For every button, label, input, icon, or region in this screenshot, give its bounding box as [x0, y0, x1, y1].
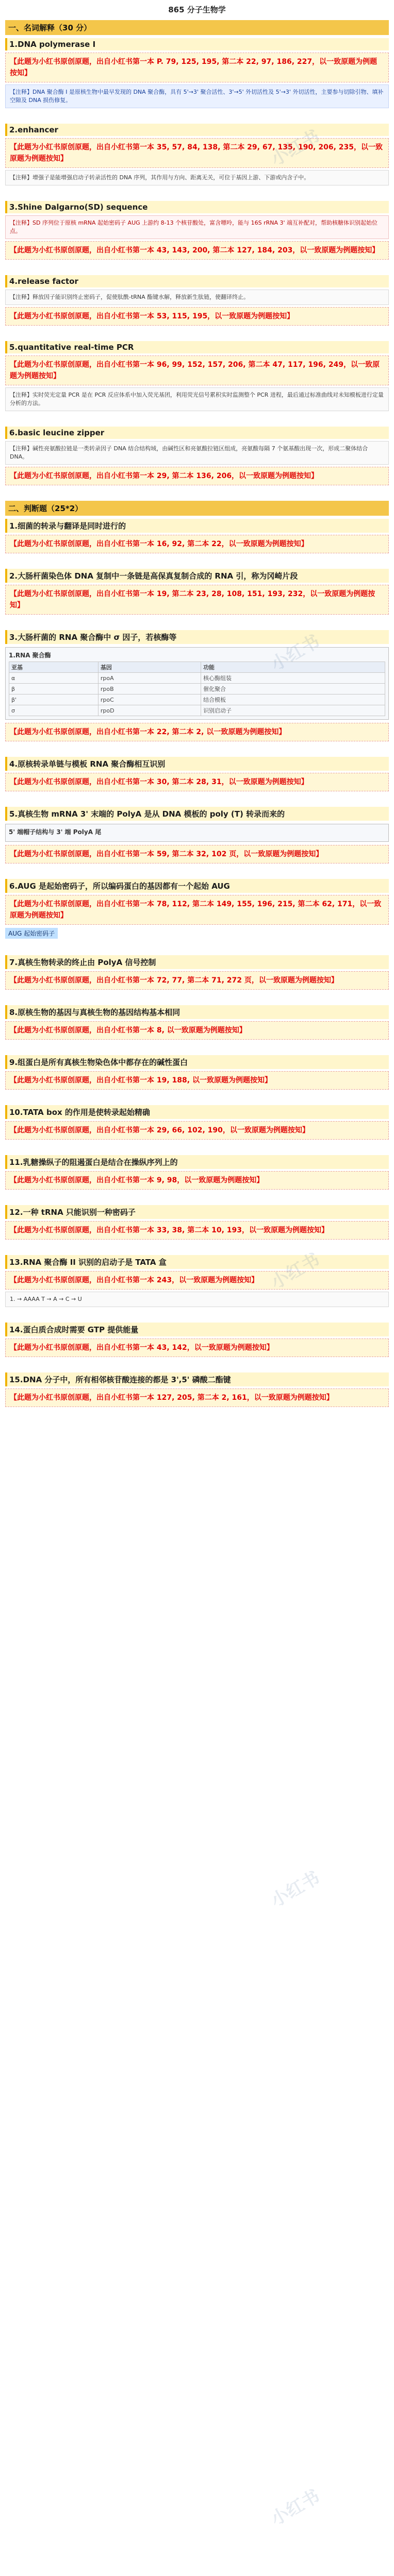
table-cell: rpoD [98, 705, 201, 716]
section-title-terms: 一、名词解释（30 分） [5, 20, 389, 35]
judge-reference: 【此题为小红书原创原题，出自小红书第一本 127, 205, 第二本 2, 161，以一致原题为例题按知】 [5, 1388, 389, 1407]
table-cell: α [9, 673, 98, 684]
document-title: 865 分子生物学 [168, 5, 226, 14]
figure-rna-polymerase [5, 647, 389, 720]
table-header: 亚基 [9, 662, 98, 673]
judge-reference: 【此题为小红书原创原题，出自小红书第一本 33, 38, 第二本 10, 193，以一致原题为例题按知】 [5, 1221, 389, 1240]
term-note: 【注释】DNA 聚合酶 I 是原核生物中最早发现的 DNA 聚合酶，具有 5'→3' 聚合活性、3'→5' 外切活性及 5'→3' 外切活性，主要参与切除引物、填补空隙及 DNA 损伤修复。 [5, 84, 389, 108]
figure-caption: 1.RNA 聚合酶 [9, 652, 51, 659]
judge-item [5, 1372, 389, 1407]
judge-title: 10.TATA box 的作用是使转录起始精确 [5, 1105, 389, 1119]
term-title: 2.enhancer [5, 124, 389, 136]
table-row [9, 705, 385, 716]
term-note: 【注释】SD 序列位于原核 mRNA 起始密码子 AUG 上游约 8-13 个核苷酸处，富含嘌呤，能与 16S rRNA 3' 端互补配对，帮助核糖体识别起始位点。 [5, 215, 389, 239]
start-codon-note: AUG 起始密码子 [5, 928, 58, 939]
table-cell: rpoA [98, 673, 201, 684]
table-cell: 催化聚合 [201, 684, 385, 694]
table-row [9, 684, 385, 694]
judge-item [5, 1155, 389, 1190]
term-note: 【注释】实时荧光定量 PCR 是在 PCR 反应体系中加入荧光基团，利用荧光信号累积实时监测整个 PCR 进程，最后通过标准曲线对未知模板进行定量分析的方法。 [5, 387, 389, 411]
document [5, 0, 389, 1433]
term-item [5, 38, 389, 108]
judge-item [5, 1105, 389, 1140]
term-title: 4.release factor [5, 275, 389, 287]
term-item [5, 124, 389, 185]
judge-title: 3.大肠杆菌的 RNA 聚合酶中 σ 因子，若核酶等 [5, 630, 389, 644]
judge-title: 2.大肠杆菌染色体 DNA 复制中一条链是高保真复制合成的 RNA 引，称为冈崎片段 [5, 569, 389, 583]
judge-title: 7.真核生物转录的终止由 PolyA 信号控制 [5, 955, 389, 969]
table-cell: 核心酶组装 [201, 673, 385, 684]
judge-item [5, 519, 389, 553]
table-cell: rpoC [98, 694, 201, 705]
judge-item [5, 807, 389, 863]
table-cell: 结合模板 [201, 694, 385, 705]
term-note: 【注释】碱性亮氨酸拉链是一类转录因子 DNA 结合结构域，由碱性区和亮氨酸拉链区组成，亮氨酸每隔 7 个氨基酸出现一次，形成二聚体结合 DNA。 [5, 441, 389, 465]
term-item [5, 275, 389, 326]
term-title: 3.Shine Dalgarno(SD) sequence [5, 201, 389, 213]
judge-reference: 【此题为小红书原创原题，出自小红书第一本 29, 66, 102, 190，以一致原题为例题按知】 [5, 1121, 389, 1140]
term-item [5, 341, 389, 411]
judge-item [5, 630, 389, 741]
codon-sequence-note: 1. → AAAA T → A → C → U [5, 1292, 389, 1307]
term-reference: 【此题为小红书原创原题，出自小红书第一本 P. 79, 125, 195, 第二本 22, 97, 186, 227，以一致原题为例题按知】 [5, 53, 389, 82]
figure-mrna-ends [5, 824, 389, 842]
judge-reference: 【此题为小红书原创原题，出自小红书第一本 243，以一致原题为例题按知】 [5, 1271, 389, 1290]
figure-caption: 5' 端帽子结构与 3' 端 PolyA 尾 [9, 828, 102, 836]
judge-reference: 【此题为小红书原创原题，出自小红书第一本 43, 142，以一致原题为例题按知】 [5, 1338, 389, 1357]
judge-title: 12.一种 tRNA 只能识别一种密码子 [5, 1205, 389, 1219]
judge-reference: 【此题为小红书原创原题，出自小红书第一本 59, 第二本 32, 102 页，以一致原题为例题按知】 [5, 845, 389, 863]
judge-reference: 【此题为小红书原创原题，出自小红书第一本 19, 188, 以一致原题为例题按知】 [5, 1071, 389, 1090]
table-row [9, 694, 385, 705]
term-item [5, 427, 389, 485]
judge-title: 1.细菌的转录与翻译是同时进行的 [5, 519, 389, 533]
judge-item [5, 1205, 389, 1240]
judge-reference: 【此题为小红书原创原题，出自小红书第一本 72, 77, 第二本 71, 272 页，以一致原题为例题按知】 [5, 971, 389, 990]
table-cell: 识别启动子 [201, 705, 385, 716]
table-header: 功能 [201, 662, 385, 673]
judge-item [5, 1005, 389, 1040]
term-item [5, 201, 389, 260]
term-title: 5.quantitative real-time PCR [5, 341, 389, 353]
table-header: 基因 [98, 662, 201, 673]
term-note: 【注释】增强子是能增强启动子转录活性的 DNA 序列，其作用与方向、距离无关，可位于基因上游、下游或内含子中。 [5, 170, 389, 185]
judge-reference: 【此题为小红书原创原题，出自小红书第一本 9, 98，以一致原题为例题按知】 [5, 1171, 389, 1190]
term-reference: 【此题为小红书原创原题，出自小红书第一本 43, 143, 200, 第二本 127, 184, 203，以一致原题为例题按知】 [5, 241, 389, 260]
section-title-judge: 二、判断题（25*2） [5, 501, 389, 516]
judge-reference: 【此题为小红书原创原题，出自小红书第一本 22, 第二本 2, 以一致原题为例题按知】 [5, 723, 389, 741]
term-reference: 【此题为小红书原创原题，出自小红书第一本 53, 115, 195，以一致原题为例题按知】 [5, 307, 389, 326]
judge-title: 8.原核生物的基因与真核生物的基因结构基本相同 [5, 1005, 389, 1019]
judge-reference: 【此题为小红书原创原题，出自小红书第一本 16, 92, 第二本 22，以一致原题为例题按知】 [5, 535, 389, 553]
judge-title: 11.乳糖操纵子的阻遏蛋白是结合在操纵序列上的 [5, 1155, 389, 1169]
table-cell: rpoB [98, 684, 201, 694]
term-reference: 【此题为小红书原创原题，出自小红书第一本 29, 第二本 136, 206，以一致原题为例题按知】 [5, 467, 389, 485]
judge-item [5, 757, 389, 791]
judge-title: 9.组蛋白是所有真核生物染色体中都存在的碱性蛋白 [5, 1055, 389, 1069]
judge-title: 13.RNA 聚合酶 II 识别的启动子是 TATA 盒 [5, 1255, 389, 1269]
judge-item [5, 1255, 389, 1307]
judge-title: 14.蛋白质合成时需要 GTP 提供能量 [5, 1323, 389, 1336]
watermark-layer: 小红书 小红书 [267, 1867, 323, 2530]
judge-title: 5.真核生物 mRNA 3' 末端的 PolyA 是从 DNA 模板的 poly (T) 转录而来的 [5, 807, 389, 821]
table-row [9, 673, 385, 684]
term-note: 【注释】释放因子能识别终止密码子，促使肽酰-tRNA 酯键水解，释放新生肽链，使翻译终止。 [5, 290, 389, 305]
judge-reference: 【此题为小红书原创原题，出自小红书第一本 30, 第二本 28, 31，以一致原题为例题按知】 [5, 773, 389, 791]
term-title: 1.DNA polymerase Ⅰ [5, 38, 389, 50]
judge-item [5, 879, 389, 940]
judge-title: 15.DNA 分子中，所有相邻核苷酸连接的都是 3',5' 磷酸二酯键 [5, 1372, 389, 1386]
judge-title: 4.原核转录单链与模板 RNA 聚合酶相互识别 [5, 757, 389, 771]
judge-item [5, 1055, 389, 1090]
table-cell: β [9, 684, 98, 694]
term-reference: 【此题为小红书原创原题，出自小红书第一本 35, 57, 84, 138, 第二本 29, 67, 135, 190, 206, 235，以一致原题为例题按知】 [5, 138, 389, 168]
judge-reference: 【此题为小红书原创原题，出自小红书第一本 19, 第二本 23, 28, 108, 151, 193, 232，以一致原题为例题按知】 [5, 585, 389, 615]
judge-reference: 【此题为小红书原创原题，出自小红书第一本 78, 112, 第二本 149, 155, 196, 215, 第二本 62, 171，以一致原题为例题按知】 [5, 895, 389, 925]
subunit-table [9, 662, 385, 716]
judge-item [5, 569, 389, 615]
judge-item [5, 955, 389, 990]
term-title: 6.basic leucine zipper [5, 427, 389, 439]
judge-item [5, 1323, 389, 1357]
table-cell: σ [9, 705, 98, 716]
judge-title: 6.AUG 是起始密码子，所以编码蛋白的基因都有一个起始 AUG [5, 879, 389, 893]
judge-reference: 【此题为小红书原创原题，出自小红书第一本 8, 以一致原题为例题按知】 [5, 1021, 389, 1040]
table-cell: β' [9, 694, 98, 705]
term-reference: 【此题为小红书原创原题，出自小红书第一本 96, 99, 152, 157, 206, 第二本 47, 117, 196, 249，以一致原题为例题按知】 [5, 355, 389, 385]
